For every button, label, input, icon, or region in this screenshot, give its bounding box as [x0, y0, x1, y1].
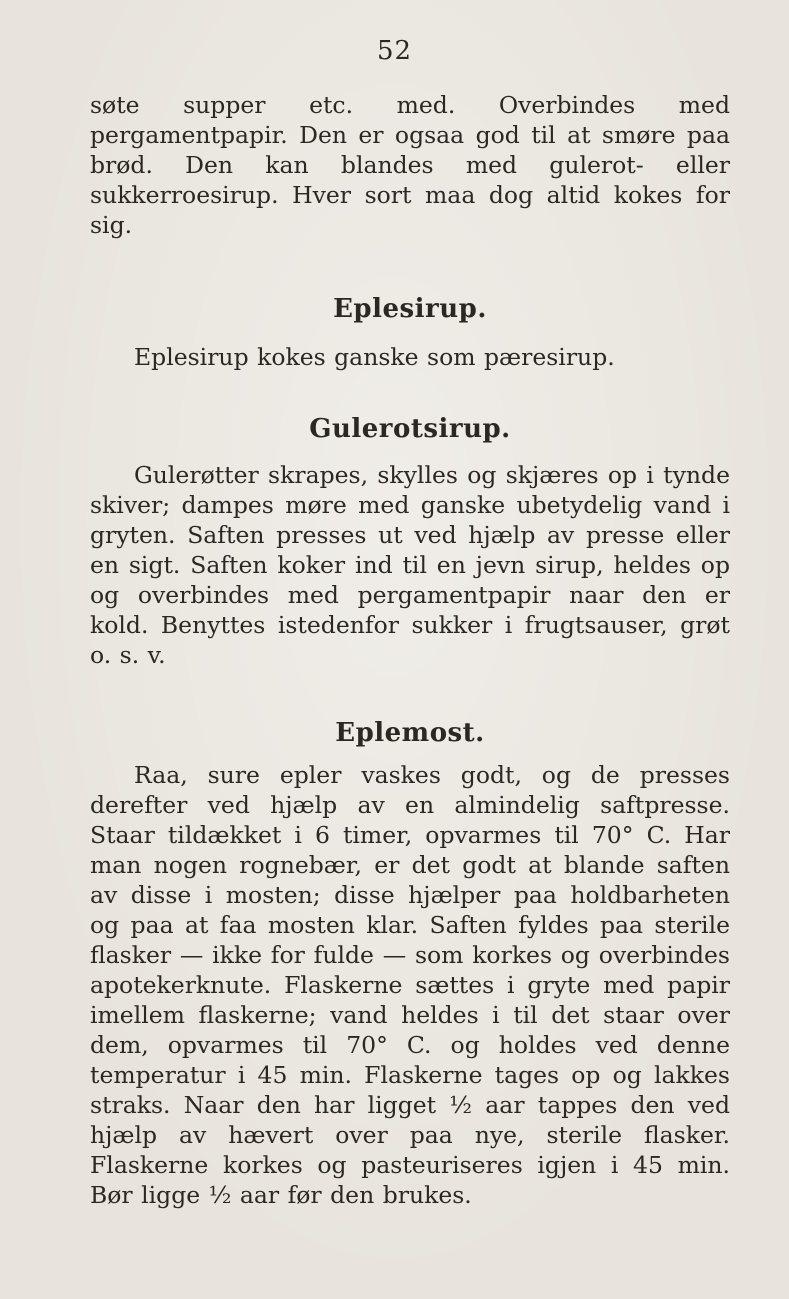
page-number: 52 [376, 36, 413, 66]
paragraph-eplemost: Raa, sure epler vaskes godt, og de presses derefter ved hjælp av en almindelig saftpresse. Staar tildækket i 6 timer, opvarmes til 70° C. Har man nogen rognebær, er det godt at blande saften av disse i mosten; disse hjælper paa holdbarheten og paa at faa mosten klar. Saften fyldes paa sterile flasker — ikke for fulde — som korkes og overbindes apotekerknute. Flaskerne sættes i gryte med papir imellem flaskerne; vand heldes i til det staar over dem, opvarmes til 70° C. og holdes ved denne temperatur i 45 min. Flaskerne tages op og lakkes straks. Naar den har ligget ½ aar tappes den ved hjælp av hævert over paa nye, sterile flasker. Flaskerne korkes og pasteuriseres igjen i 45 min. Bør ligge ½ aar før den brukes. [90, 761, 730, 1209]
paragraph-gulerotsirup: Gulerøtter skrapes, skylles og skjæres op i tynde skiver; dampes møre med ganske ubetydelig vand i gryten. Saften presses ut ved hjælp av presse eller en sigt. Saften koker ind til en jevn sirup, heldes op og overbindes med pergamentpapir naar den er kold. Benyttes istedenfor sukker i frugtsauser, grøt o. s. v. [90, 461, 730, 669]
heading-eplesirup: Eplesirup. [333, 294, 487, 324]
page-body [90, 90, 730, 1210]
heading-gulerotsirup: Gulerotsirup. [309, 414, 511, 444]
paragraph-eplesirup: Eplesirup kokes ganske som pæresirup. [134, 343, 615, 371]
heading-eplemost: Eplemost. [335, 718, 485, 748]
intro-paragraph: søte supper etc. med. Overbindes med pergamentpapir. Den er ogsaa god til at smøre paa brød. Den kan blandes med gulerot- eller sukkerroesirup. Hver sort maa dog altid kokes for sig. [90, 91, 730, 239]
